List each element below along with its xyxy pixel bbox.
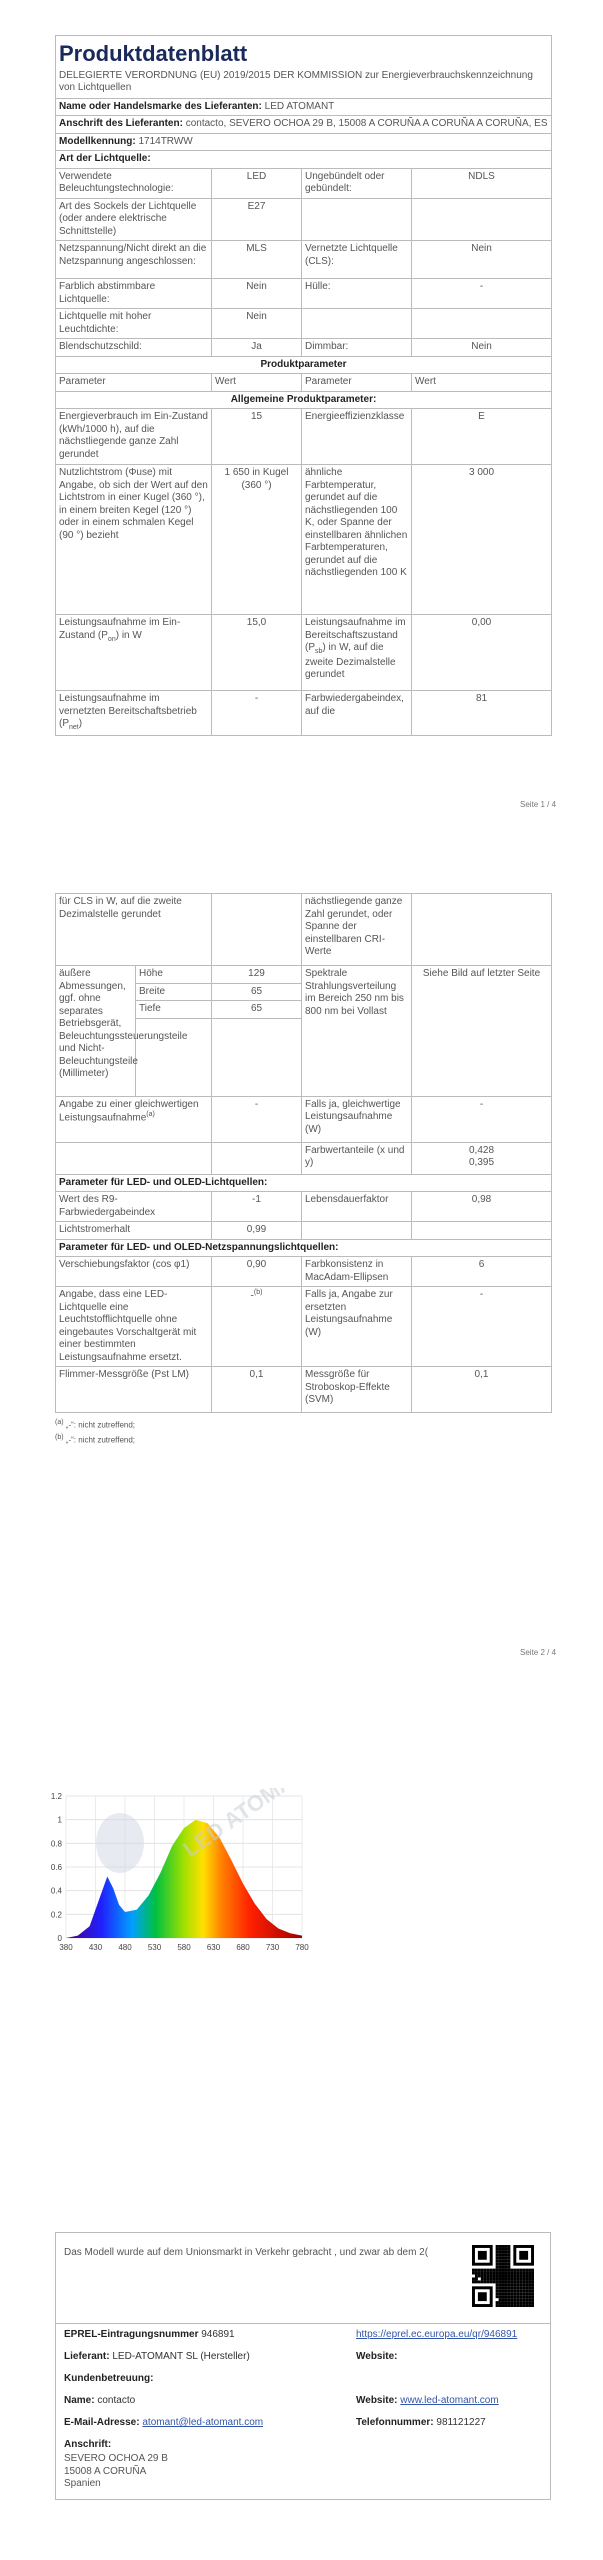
tech-label: Verwendete Beleuchtungstechnologie:: [56, 168, 212, 198]
height-label: Höhe: [136, 966, 212, 984]
supplier-label-4: Lieferant:: [64, 2351, 110, 2362]
eec-value: E: [412, 409, 552, 465]
address-line-2: 15008 A CORUÑA: [64, 2465, 147, 2477]
antiglare-label: Blendschutzschild:: [56, 339, 212, 357]
page-4-box: [55, 2232, 551, 2500]
envelope-value: -: [412, 279, 552, 309]
chromaticity-value: 0,428 0,395: [412, 1142, 552, 1174]
cls-cont-label: für CLS in W, auf die zweite Dezimalstelle gerundet: [56, 894, 212, 966]
r9-value: -1: [212, 1192, 302, 1222]
x-tick-label: 480: [118, 1943, 132, 1952]
col-param-1: Parameter: [56, 374, 212, 392]
cls-label: Vernetzte Lichtquelle (CLS):: [302, 241, 412, 279]
hl-value: Nein: [212, 309, 302, 339]
height-value: 129: [212, 966, 302, 984]
r9-label: Wert des R9-Farbwiedergabeindex: [56, 1192, 212, 1222]
pon-value: 15,0: [212, 615, 302, 691]
x-tick-label: 730: [265, 1943, 280, 1952]
x-tick-label: 530: [147, 1943, 162, 1952]
supplier-label: Name oder Handelsmarke des Lieferanten:: [59, 100, 262, 112]
x-tick-label: 630: [206, 1943, 221, 1952]
website-label: Website:: [356, 2351, 398, 2362]
qr-code-icon[interactable]: [472, 2245, 534, 2307]
page-number-2: Seite 2 / 4: [520, 1648, 557, 1657]
lumen-maintenance-value: 0,99: [212, 1222, 302, 1240]
eprel-value: 946891: [201, 2329, 235, 2340]
product-params-heading: Produktparameter: [56, 356, 552, 374]
eec-label: Energieeffizienzklasse: [302, 409, 412, 465]
spectrum-chart: [40, 1788, 310, 1958]
cct-label: ähnliche Farbtemperatur, gerundet auf die nächstliegenden 100 K, oder Spanne der einstellbaren ähnlichen Farbtemperaturen, gerundet auf die nächstliegenden 100 K: [302, 465, 412, 615]
flicker-label: Flimmer-Messgröße (Pst LM): [56, 1367, 212, 1413]
col-value-1: Wert: [212, 374, 302, 392]
model-label: Modellkennung:: [59, 135, 136, 147]
x-tick-label: 680: [236, 1943, 250, 1952]
x-tick-label: 580: [177, 1943, 191, 1952]
cri-label: Farbwiedergabeindex, auf die: [302, 691, 412, 736]
spectral-value: Siehe Bild auf letzter Seite: [412, 966, 552, 1097]
depth-label: Tiefe: [136, 1001, 212, 1019]
tunable-value: Nein: [212, 279, 302, 309]
general-params-heading: Allgemeine Produktparameter:: [56, 391, 552, 409]
light-source-type-heading: Art der Lichtquelle:: [56, 151, 552, 169]
tech-value: LED: [212, 168, 302, 198]
flux-label: Nutzlichtstrom (Φuse) mit Angabe, ob sich der Wert auf den Lichtstrom in einer Kugel (360 °), in einem breiten Kegel (120 °) oder in einem schmalen Kegel (90 °) bezieht: [56, 465, 212, 615]
dimmable-label: Dimmbar:: [302, 339, 412, 357]
eprel-label: EPREL-Eintragungsnummer: [64, 2329, 199, 2340]
footnotes: [55, 1417, 551, 1448]
mains-value: MLS: [212, 241, 302, 279]
y-tick-label: 1: [57, 1815, 62, 1825]
depth-value: 65: [212, 1001, 302, 1019]
watermark-logo: LED ATOMANT: [178, 1788, 310, 1863]
dimmable-value: Nein: [412, 339, 552, 357]
spectral-label: Spektrale Strahlungsverteilung im Bereich 250 nm bis 800 nm bei Vollast: [302, 966, 412, 1097]
envelope-label: Hülle:: [302, 279, 412, 309]
flicker-value: 0,1: [212, 1367, 302, 1413]
pnet-value: -: [212, 691, 302, 736]
support-label: Kundenbetreuung:: [64, 2373, 154, 2384]
survival-label: Lebensdauerfaktor: [302, 1192, 412, 1222]
datasheet-table-1: [55, 35, 552, 736]
col-param-2: Parameter: [302, 374, 412, 392]
page-2: [55, 893, 551, 1448]
directional-label: Ungebündelt oder gebündelt:: [302, 168, 412, 198]
y-tick-labels: [51, 1792, 63, 1943]
x-tick-labels: [59, 1943, 309, 1952]
width-value: 65: [212, 983, 302, 1001]
footnote-a-ref: (a): [146, 1111, 155, 1118]
y-tick-label: 0.6: [50, 1863, 62, 1872]
spectrum-svg: [40, 1788, 310, 1958]
antiglare-value: Ja: [212, 339, 302, 357]
fluor-replace-value: -: [250, 1290, 254, 1302]
x-tick-label: 780: [295, 1943, 309, 1952]
eprel-link[interactable]: https://eprel.ec.europa.eu/qr/946891: [356, 2329, 518, 2340]
macadam-label: Farbkonsistenz in MacAdam-Ellipsen: [302, 1257, 412, 1287]
cap-label: Art des Sockels der Lichtquelle (oder andere elektrische Schnittstelle): [56, 198, 212, 241]
address-label: Anschrift des Lieferanten:: [59, 118, 183, 129]
displacement-label: Verschiebungsfaktor (cos φ1): [56, 1257, 212, 1287]
datasheet-table-2: [55, 893, 552, 1413]
y-tick-label: 0: [57, 1934, 62, 1943]
footnote-a-mark: (a): [55, 1419, 64, 1426]
replaced-power-value: -: [412, 1287, 552, 1367]
footnote-b-ref: (b): [253, 1289, 263, 1296]
displacement-value: 0,90: [212, 1257, 302, 1287]
footnote-a: (a) „-“: nicht zutreffend;: [55, 1419, 136, 1430]
address-label-4: Anschrift:: [64, 2439, 112, 2450]
address-block: [64, 2453, 168, 2491]
col-value-2: Wert: [412, 374, 552, 392]
led-params-heading: Parameter für LED- und OLED-Lichtquellen:: [56, 1174, 552, 1192]
lumen-maintenance-label: Lichtstromerhalt: [56, 1222, 212, 1240]
x-tick-label: 430: [88, 1943, 103, 1952]
cap-value: E27: [212, 198, 302, 241]
footnote-b-mark: (b): [55, 1434, 64, 1442]
y-tick-label: 0.2: [50, 1910, 62, 1920]
hl-label: Lichtquelle mit hoher Leuchtdichte:: [56, 309, 212, 339]
mains-label: Netzspannung/Nicht direkt an die Netzspannung angeschlossen:: [56, 241, 212, 279]
regulation-text: DELEGIERTE VERORDNUNG (EU) 2019/2015 DER KOMMISSION zur Energieverbrauchskennzeichnung von Lichtquellen: [59, 69, 533, 93]
pnet-label: Leistungsaufnahme im vernetzten Bereitschaftsbetrieb $(P_{net})$: [56, 691, 212, 736]
page-1: [55, 35, 551, 736]
page-title: Produktdatenblatt: [59, 41, 248, 66]
y-tick-label: 0.4: [50, 1886, 62, 1896]
energy-value: 15: [212, 409, 302, 465]
bulb-watermark: [96, 1813, 144, 1873]
address-line-3: Spanien: [64, 2478, 101, 2489]
footnote-b: (b) „-“: nicht zutreffend;: [55, 1434, 136, 1446]
cri-cont-label: nächstliegende ganze Zahl gerundet, oder Spanne der einstellbaren CRI-Werte: [302, 894, 412, 966]
equiv-label: Angabe zu einer gleichwertigen Leistungsaufnahme: [59, 1098, 199, 1124]
psb-label: Leistungsaufnahme im Bereitschaftszustand $(P_{sb})$ in W, auf die zweite Dezimalstelle gerundet: [302, 615, 412, 691]
fluor-replace-label: Angabe, dass eine LED-Lichtquelle eine Leuchtstofflichtquelle ohne eingebautes Vorschaltgerät mit einer bestimmten Leistungsaufnahme ersetzt.: [56, 1287, 212, 1367]
cls-value: Nein: [412, 241, 552, 279]
market-text: Das Modell wurde auf dem Unionsmarkt in Verkehr gebracht , und zwar ab dem 2(: [64, 2247, 429, 2258]
directional-value: NDLS: [412, 168, 552, 198]
equiv-value: -: [212, 1096, 302, 1142]
address-line-1: SEVERO OCHOA 29 B: [64, 2453, 168, 2464]
name-label: Name:: [64, 2395, 95, 2406]
email-link[interactable]: atomant@led-atomant.com: [142, 2417, 264, 2428]
supplier-value-4: LED-ATOMANT SL (Hersteller): [112, 2351, 250, 2362]
phone-label: Telefonnummer:: [356, 2417, 434, 2428]
survival-value: 0,98: [412, 1192, 552, 1222]
tunable-label: Farblich abstimmbare Lichtquelle:: [56, 279, 212, 309]
address-value: contacto, SEVERO OCHOA 29 B, 15008 A CORUÑA A CORUÑA A CORUÑA, ES: [185, 118, 548, 129]
model-value: 1714TRWW: [138, 135, 193, 147]
macadam-value: 6: [412, 1257, 552, 1287]
psb-value: 0,00: [412, 615, 552, 691]
x-tick-label: 380: [59, 1943, 73, 1952]
website2-label: Website:: [356, 2395, 398, 2406]
email-label: E-Mail-Adresse:: [64, 2417, 140, 2428]
y-tick-label: 0.8: [50, 1839, 62, 1849]
flux-value: 1 650 in Kugel (360 °): [212, 465, 302, 615]
name-value: contacto: [97, 2395, 136, 2406]
website-link[interactable]: www.led-atomant.com: [400, 2395, 499, 2406]
page-number-1: Seite 1 / 4: [520, 800, 557, 809]
energy-label: Energieverbrauch im Ein-Zustand (kWh/1000 h), auf die nächstliegende ganze Zahl gerundet: [56, 409, 212, 465]
cri-value: 81: [412, 691, 552, 736]
equiv-power-label: Falls ja, gleichwertige Leistungsaufnahme (W): [302, 1096, 412, 1142]
chromaticity-label: Farbwertanteile (x und y): [302, 1142, 412, 1174]
y-tick-label: 1.2: [50, 1792, 62, 1801]
stroboscopic-value: 0,1: [412, 1367, 552, 1413]
replaced-power-label: Falls ja, Angabe zur ersetzten Leistungsaufnahme (W): [302, 1287, 412, 1367]
mains-params-heading: Parameter für LED- und OLED-Netzspannungslichtquellen:: [56, 1239, 552, 1257]
width-label: Breite: [136, 983, 212, 1001]
stroboscopic-label: Messgröße für Stroboskop-Effekte (SVM): [302, 1367, 412, 1413]
equiv-power-value: -: [412, 1096, 552, 1142]
cct-value: 3 000: [412, 465, 552, 615]
pon-label: Leistungsaufnahme im Ein-Zustand $(P_{on})$ in W: [56, 615, 212, 691]
supplier-value: LED ATOMANT: [264, 100, 335, 112]
dimensions-label: äußere Abmessungen, ggf. ohne separates Betriebsgerät, Beleuchtungssteuerungsteile und Nicht-Beleuchtungsteile (Millimeter): [56, 966, 136, 1097]
phone-value: 981121227: [436, 2417, 486, 2428]
